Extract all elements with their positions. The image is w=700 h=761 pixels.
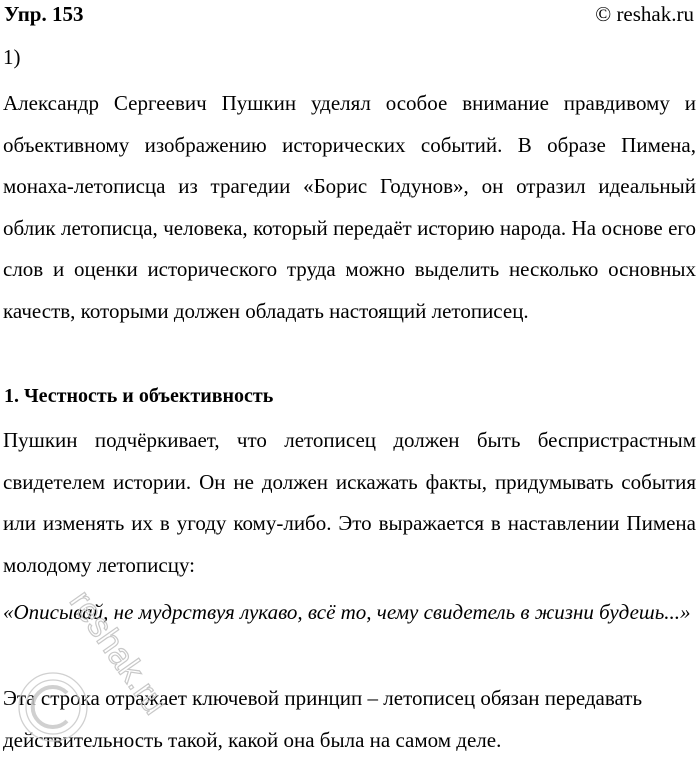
- watermark-text: reshak.ru: [61, 585, 165, 722]
- pimen-quote: «Описывай, не мудрствуя лукаво, всё то, чему свидетель в жизни будешь...»: [3, 600, 691, 624]
- copyright-notice: © reshak.ru: [595, 2, 694, 26]
- intro-paragraph: Александр Сергеевич Пушкин уделял особое внимание правдивому и объективному изображению исторических событий. В образе Пимена, монаха-летописца из трагедии «Борис Годунов», он отразил идеальный облик летописца, человека, который передаёт историю народа. На основе его слов и оценки исторического труда можно выделить несколько основных качеств, которыми должен обладать настоящий летописец.: [3, 91, 696, 323]
- page-header: [0, 0, 700, 32]
- part-number: 1): [3, 45, 21, 69]
- section-heading: 1. Честность и объективность: [4, 385, 274, 407]
- section-body-paragraph: Пушкин подчёркивает, что летописец должен быть беспристрастным свидетелем истории. Он не должен искажать факты, придумывать события или изменять их в угоду кому-либо. Это выражается в наставлении Пимена молодому летописцу:: [3, 428, 696, 577]
- exercise-title: Упр. 153: [4, 2, 84, 26]
- conclusion-paragraph: Эта строка отражает ключевой принцип – летописец обязан передавать действительность такой, какой она была на самом деле.: [3, 686, 643, 752]
